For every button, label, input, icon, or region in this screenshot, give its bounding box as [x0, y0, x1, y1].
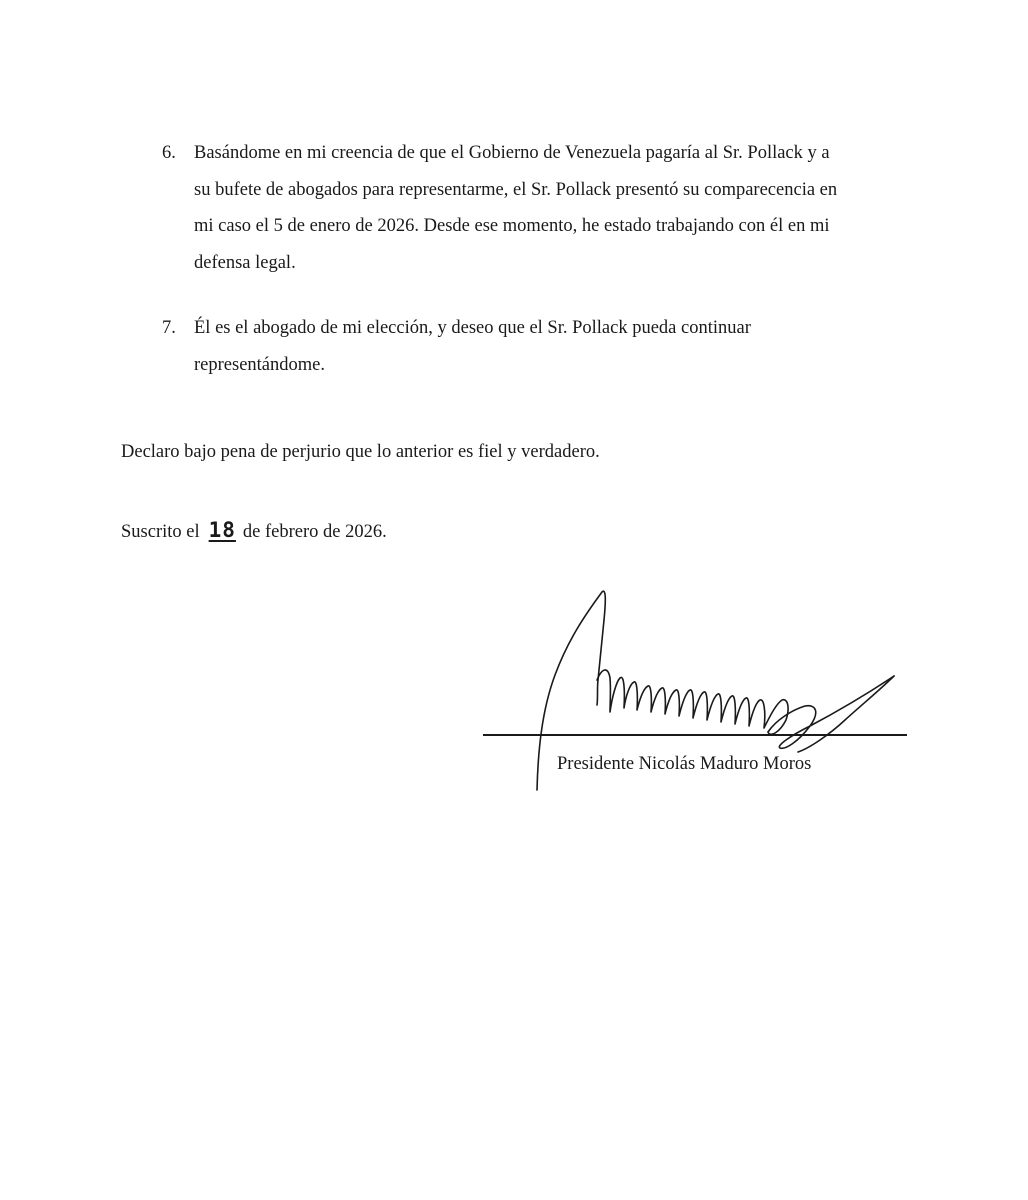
- item-line: defensa legal.: [194, 252, 296, 273]
- signer-name: Presidente Nicolás Maduro Moros: [557, 754, 812, 774]
- item-body: [194, 318, 920, 391]
- signed-prefix: Suscrito el: [121, 522, 200, 542]
- signed-suffix: de febrero de 2026.: [242, 522, 387, 542]
- item-number: 7.: [162, 318, 176, 338]
- signed-date-line: [121, 520, 387, 542]
- item-line: Él es el abogado de mi elección, y deseo que el Sr. Pollack pueda continuar: [194, 318, 751, 338]
- item-body: [194, 143, 920, 289]
- signed-day: 18: [208, 518, 236, 542]
- perjury-declaration: Declaro bajo pena de perjurio que lo anterior es fiel y verdadero.: [121, 442, 600, 462]
- item-line: su bufete de abogados para representarme, el Sr. Pollack presentó su comparecencia en: [194, 179, 838, 200]
- item-line: representándome.: [194, 354, 325, 375]
- signature-line: [483, 734, 907, 736]
- item-line: Basándome en mi creencia de que el Gobierno de Venezuela pagaría al Sr. Pollack y a: [194, 143, 830, 163]
- item-line: mi caso el 5 de enero de 2026. Desde ese momento, he estado trabajando con él en mi: [194, 216, 830, 236]
- item-number: 6.: [162, 143, 176, 163]
